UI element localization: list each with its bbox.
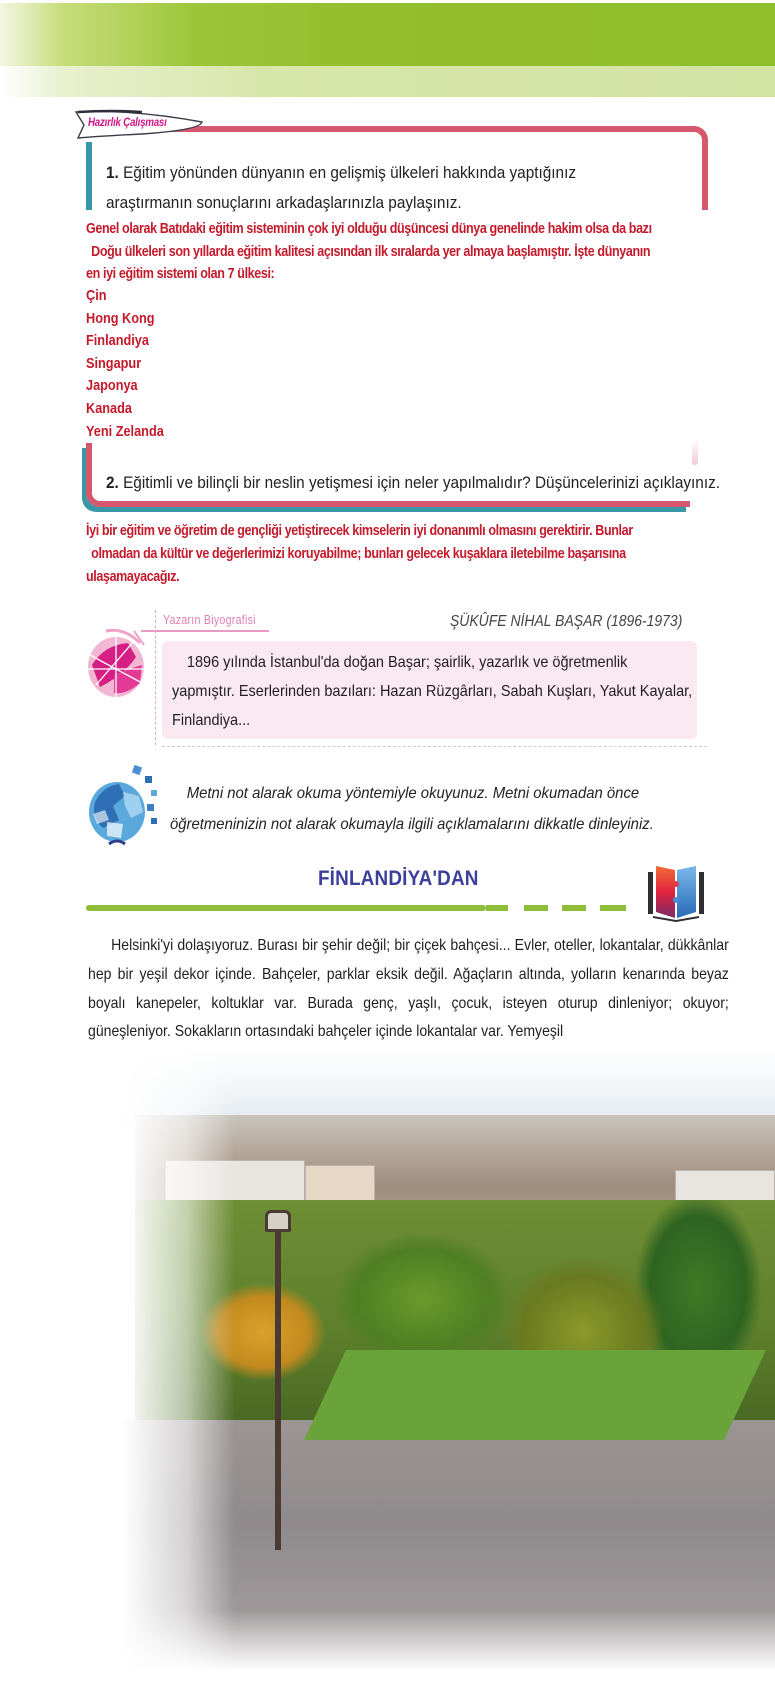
photo-lamp-head — [265, 1210, 291, 1232]
bio-label: Yazarın Biyografisi — [163, 612, 256, 627]
question-2 — [106, 470, 721, 496]
open-book-icon — [644, 862, 708, 922]
question-number: 2. — [106, 474, 119, 492]
author-name: ŞÜKÛFE NİHAL BAŞAR (1896-1973) — [450, 613, 683, 630]
title-rule — [86, 905, 486, 911]
country-item: Singapur — [86, 355, 142, 372]
prep-frame-left-bar — [86, 142, 92, 210]
globe-icon — [84, 625, 150, 701]
title-rule-dash — [600, 905, 626, 911]
answer-1 — [86, 218, 775, 286]
country-item: Japonya — [86, 378, 138, 395]
answer-line: olmadan da kültür ve değerlerimizi koruyabilme; bunları gelecek kuşaklara iletebilme başarısına — [91, 545, 626, 562]
title-rule-dash — [562, 905, 586, 911]
photo-fade-bottom — [75, 1610, 775, 1682]
answer-2 — [86, 520, 775, 588]
prep-tag — [72, 108, 212, 140]
bio-text: 1896 yılında İstanbul'da doğan Başar; şairlik, yazarlık ve öğretmenlik yapmıştır. Eserlerinden bazıları: Hazan Rüzgârları, Sabah Kuşları, Yakut Kayalar, Finlandiya... — [172, 654, 693, 729]
question-text: Eğitimli ve bilinçli bir neslin yetişmesi için neler yapılmalıdır? Düşüncelerinizi açıklayınız. — [123, 474, 721, 492]
bio-bottom-divider — [162, 746, 707, 747]
header-band — [0, 0, 775, 97]
question-text: Eğitim yönünden dünyanın en gelişmiş ülkeleri hakkında yaptığınız araştırmanın sonuçlarını arkadaşlarınızla paylaşınız. — [106, 164, 577, 212]
question-number: 1. — [106, 164, 119, 182]
country-item: Çin — [86, 288, 107, 304]
country-item: Hong Kong — [86, 310, 155, 327]
reading-instruction: Metni not alarak okuma yöntemiyle okuyunuz. Metni okumadan önce öğretmeninizin not alarak okumayla ilgili açıklamalarını dikkatle dinleyiniz. — [170, 785, 654, 833]
city-park-photo — [75, 1050, 775, 1682]
puzzle-globe-icon — [85, 762, 165, 848]
question-1 — [106, 158, 664, 218]
photo-fade-left — [75, 1050, 235, 1682]
country-item: Finlandiya — [86, 333, 149, 350]
country-item: Kanada — [86, 400, 132, 417]
answer-line: ulaşamayacağız. — [86, 568, 180, 585]
answer-line: İyi bir eğitim ve öğretim de gençliği yetiştirecek kimselerin iyi donanımlı olmasını gerektirir. Bunlar — [86, 523, 633, 539]
photo-lamp-post — [275, 1220, 281, 1550]
section-title: FİNLANDİYA'DAN — [317, 867, 479, 890]
reading-paragraph: Helsinki'yi dolaşıyoruz. Burası bir şehir değil; bir çiçek bahçesi... Evler, oteller, lokantalar, dükkânlar hep bir yeşil dekor içinde. Bahçeler, parklar eksik değil. Ağaçların altında, yolların kenarında beyaz boyalı kanepeler, koltuklar var. Burada genç, yaşlı, çocuk, isteyen oturup dinleniyor; okuyor; güneşleniyor. Sokakların ortasındaki bahçeler içinde lokantalar var. Yemyeşil — [88, 937, 729, 1041]
prep-tag-label: Hazırlık Çalışması — [88, 117, 167, 129]
country-item: Yeni Zelanda — [86, 423, 164, 440]
country-list — [86, 285, 164, 443]
header-band-light — [0, 66, 775, 97]
answer-line: en iyi eğitim sistemi olan 7 ülkesi: — [86, 266, 275, 282]
photo-lawn — [304, 1350, 766, 1440]
answer-line: Genel olarak Batıdaki eğitim sisteminin çok iyi olduğu düşüncesi dünya genelinde hakim olsa da bazı — [86, 221, 652, 237]
answer-line: Doğu ülkeleri son yıllarda eğitim kalitesi açısından ilk sıralarda yer almaya başlamıştır. İşte dünyanın — [91, 243, 651, 260]
header-band-dark — [0, 3, 775, 66]
title-rule-dash — [524, 905, 548, 911]
bio-label-underline — [141, 630, 269, 632]
title-rule-dash — [486, 905, 508, 911]
